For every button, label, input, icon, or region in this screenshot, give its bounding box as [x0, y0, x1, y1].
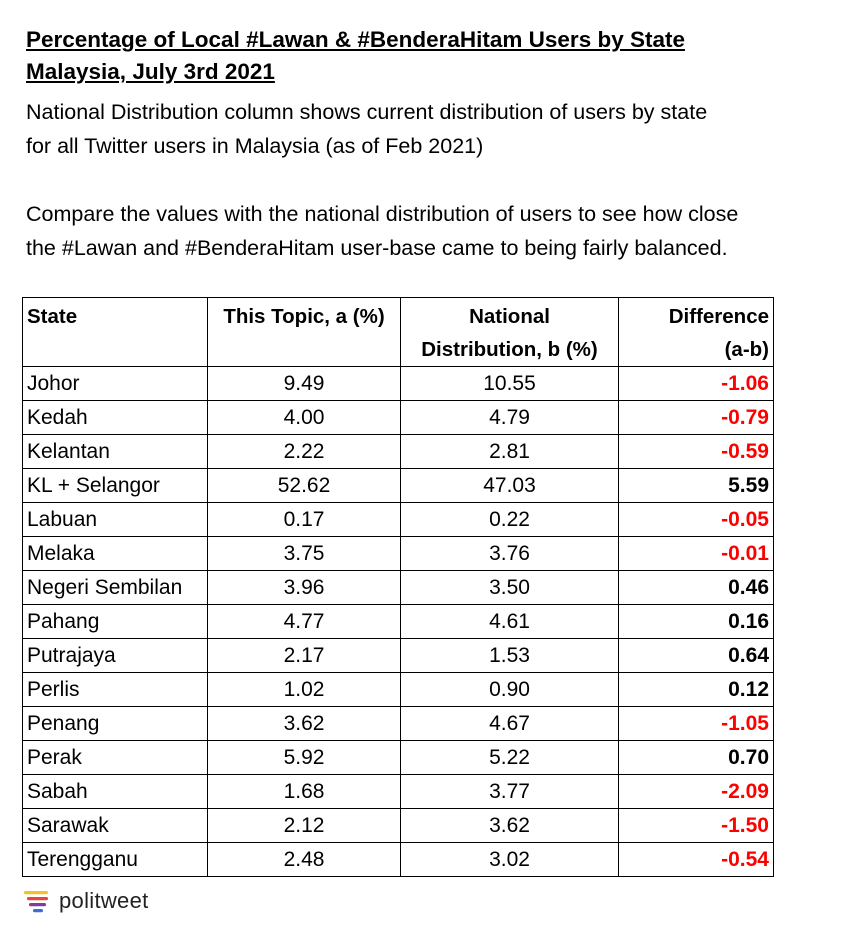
description: [26, 95, 738, 265]
cell-state: Johor: [23, 367, 208, 401]
cell-this-topic: 9.49: [208, 367, 401, 401]
document-title: [26, 24, 685, 88]
description-line-2: for all Twitter users in Malaysia (as of Feb 2021): [26, 134, 484, 158]
cell-national-distribution: 5.22: [401, 741, 619, 775]
cell-state: Pahang: [23, 605, 208, 639]
cell-state: Penang: [23, 707, 208, 741]
cell-state: Labuan: [23, 503, 208, 537]
cell-this-topic: 3.96: [208, 571, 401, 605]
header-national-distribution: [401, 298, 619, 367]
cell-this-topic: 2.12: [208, 809, 401, 843]
cell-difference: -1.50: [619, 809, 774, 843]
cell-state: Kelantan: [23, 435, 208, 469]
cell-national-distribution: 47.03: [401, 469, 619, 503]
header-difference-line-2: (a-b): [724, 338, 769, 361]
header-state: State: [23, 298, 208, 367]
politweet-logo: [23, 888, 149, 914]
cell-difference: 0.64: [619, 639, 774, 673]
title-line-1: Percentage of Local #Lawan & #BenderaHitam Users by State: [26, 27, 685, 52]
cell-national-distribution: 4.67: [401, 707, 619, 741]
table-row: [23, 469, 774, 503]
cell-this-topic: 5.92: [208, 741, 401, 775]
table-row: [23, 367, 774, 401]
description-line-4: the #Lawan and #BenderaHitam user-base came to being fairly balanced.: [26, 236, 728, 260]
cell-this-topic: 2.17: [208, 639, 401, 673]
table-row: [23, 605, 774, 639]
cell-national-distribution: 3.62: [401, 809, 619, 843]
cell-this-topic: 1.68: [208, 775, 401, 809]
cell-difference: -0.59: [619, 435, 774, 469]
cell-difference: 0.16: [619, 605, 774, 639]
cell-state: Putrajaya: [23, 639, 208, 673]
cell-difference: -0.79: [619, 401, 774, 435]
cell-this-topic: 52.62: [208, 469, 401, 503]
table-header-row: [23, 298, 774, 367]
table-row: [23, 639, 774, 673]
cell-difference: 0.70: [619, 741, 774, 775]
logo-text: politweet: [59, 888, 149, 913]
cell-this-topic: 3.75: [208, 537, 401, 571]
table-row: [23, 843, 774, 877]
table-row: [23, 571, 774, 605]
cell-this-topic: 2.22: [208, 435, 401, 469]
cell-national-distribution: 3.50: [401, 571, 619, 605]
cell-this-topic: 4.00: [208, 401, 401, 435]
header-this-topic: This Topic, a (%): [208, 298, 401, 367]
cell-national-distribution: 0.90: [401, 673, 619, 707]
title-line-2: Malaysia, July 3rd 2021: [26, 59, 275, 84]
cell-state: Kedah: [23, 401, 208, 435]
cell-this-topic: 1.02: [208, 673, 401, 707]
cell-difference: -2.09: [619, 775, 774, 809]
header-national-line-1: National: [469, 305, 550, 328]
cell-difference: 0.12: [619, 673, 774, 707]
header-difference: [619, 298, 774, 367]
header-national-line-2: Distribution, b (%): [421, 338, 598, 361]
cell-national-distribution: 0.22: [401, 503, 619, 537]
cell-national-distribution: 2.81: [401, 435, 619, 469]
cell-state: Negeri Sembilan: [23, 571, 208, 605]
table-row: [23, 401, 774, 435]
cell-difference: 0.46: [619, 571, 774, 605]
header-difference-line-1: Difference: [668, 305, 769, 328]
cell-difference: 5.59: [619, 469, 774, 503]
cell-this-topic: 0.17: [208, 503, 401, 537]
cell-difference: -0.05: [619, 503, 774, 537]
cell-difference: -0.01: [619, 537, 774, 571]
table-row: [23, 503, 774, 537]
cell-this-topic: 2.48: [208, 843, 401, 877]
cell-national-distribution: 10.55: [401, 367, 619, 401]
table-row: [23, 707, 774, 741]
description-spacer: [26, 163, 738, 197]
cell-national-distribution: 4.79: [401, 401, 619, 435]
description-line-1: National Distribution column shows current distribution of users by state: [26, 100, 708, 124]
cell-state: Terengganu: [23, 843, 208, 877]
cell-national-distribution: 3.02: [401, 843, 619, 877]
state-distribution-table: [22, 297, 774, 877]
cell-national-distribution: 4.61: [401, 605, 619, 639]
table-row: [23, 435, 774, 469]
cell-national-distribution: 1.53: [401, 639, 619, 673]
cell-difference: -0.54: [619, 843, 774, 877]
table-row: [23, 673, 774, 707]
cell-state: KL + Selangor: [23, 469, 208, 503]
table-row: [23, 537, 774, 571]
description-line-3: Compare the values with the national distribution of users to see how close: [26, 202, 739, 226]
cell-national-distribution: 3.77: [401, 775, 619, 809]
cell-state: Sarawak: [23, 809, 208, 843]
politweet-logo-icon: [23, 889, 51, 913]
cell-difference: -1.05: [619, 707, 774, 741]
cell-national-distribution: 3.76: [401, 537, 619, 571]
cell-state: Sabah: [23, 775, 208, 809]
table-row: [23, 809, 774, 843]
cell-this-topic: 4.77: [208, 605, 401, 639]
table-body: [23, 367, 774, 877]
cell-state: Perak: [23, 741, 208, 775]
table-row: [23, 775, 774, 809]
cell-state: Perlis: [23, 673, 208, 707]
cell-state: Melaka: [23, 537, 208, 571]
table-row: [23, 741, 774, 775]
cell-difference: -1.06: [619, 367, 774, 401]
cell-this-topic: 3.62: [208, 707, 401, 741]
